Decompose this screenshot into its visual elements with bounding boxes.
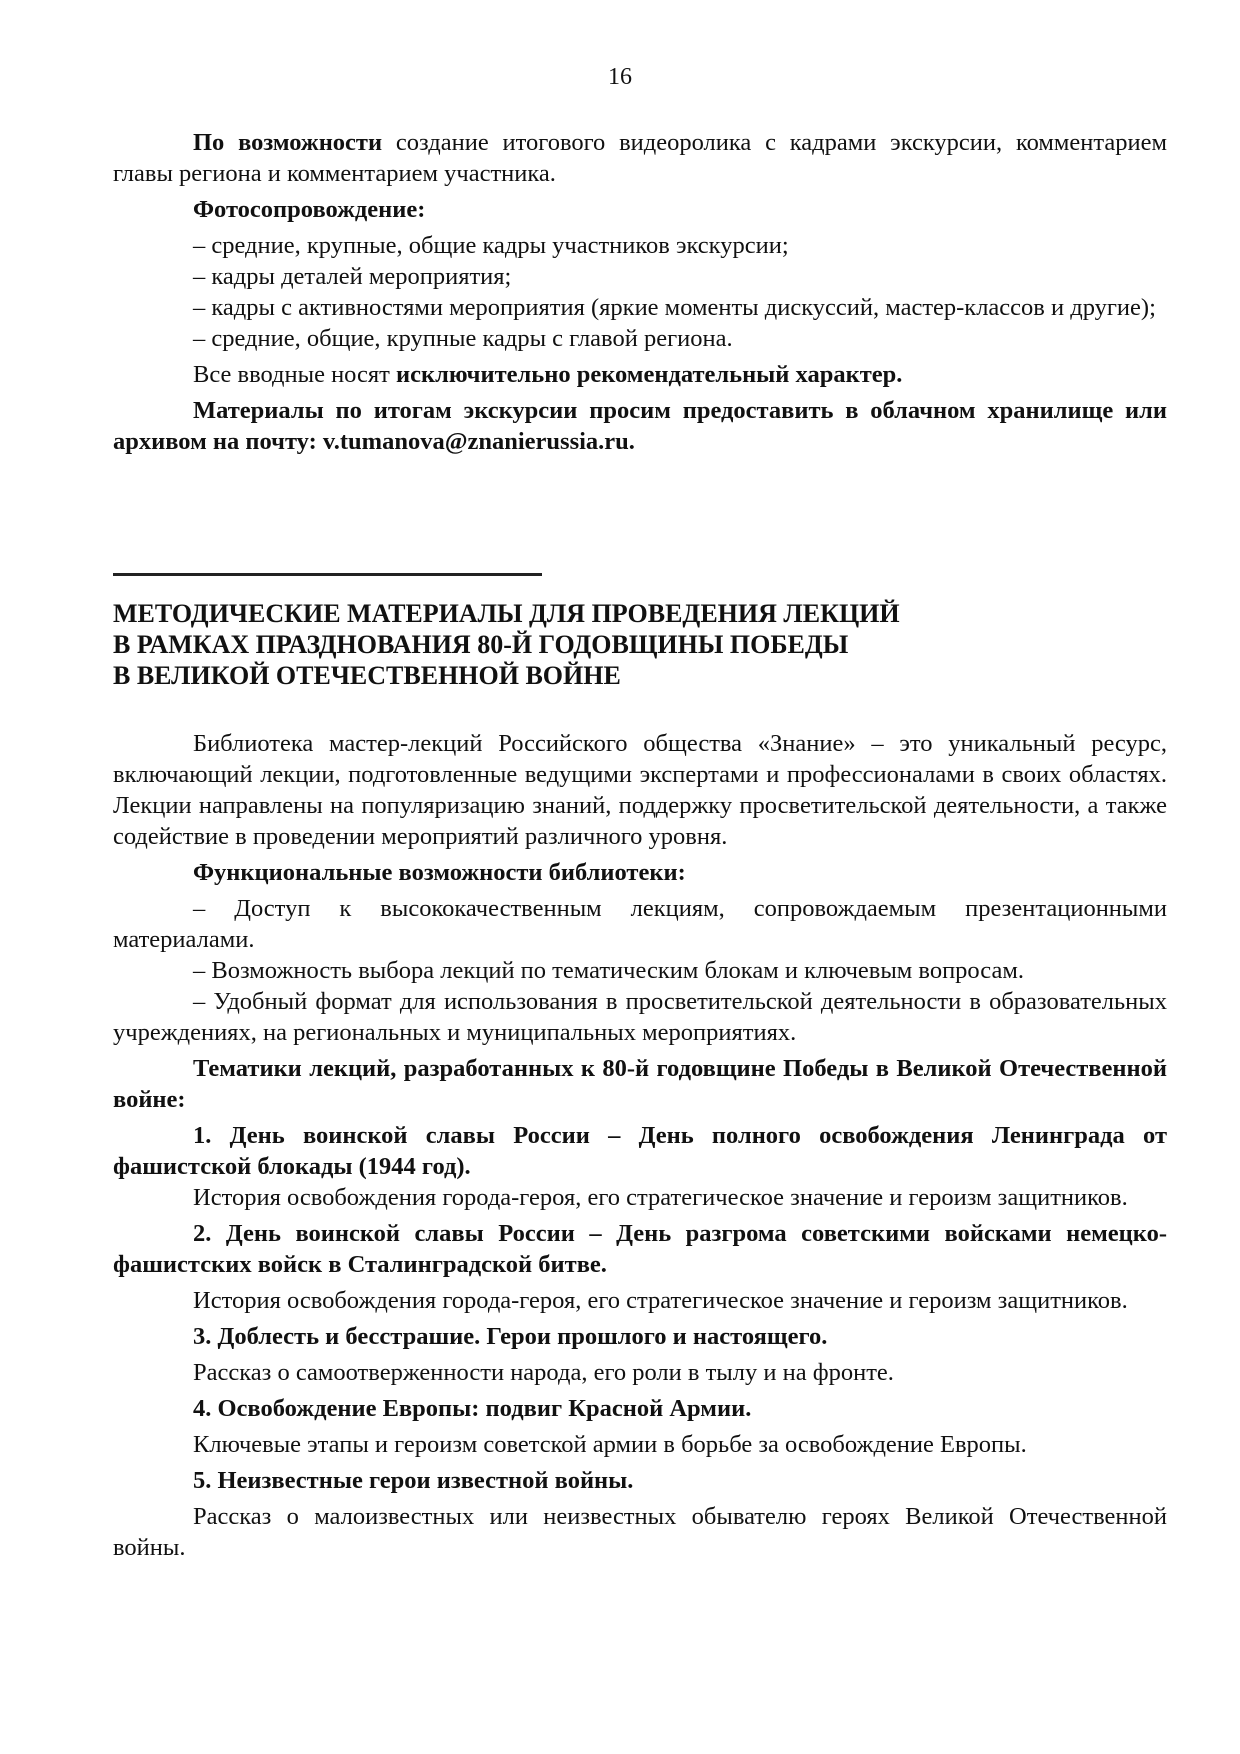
topic-desc: История освобождения города-героя, его стратегическое значение и героизм защитников. [193, 1184, 1128, 1211]
materials-paragraph: Материалы по итогам экскурсии просим предоставить в облачном хранилище или архивом на почту: v.tumanova@znanierussia.ru. [113, 397, 1167, 455]
topic-title: 4. Освобождение Европы: подвиг Красной Армии. [193, 1395, 752, 1422]
section-heading [113, 598, 1167, 691]
photo-item: – кадры с активностями мероприятия (яркие моменты дискуссий, мастер-классов и другие); [193, 294, 1156, 321]
feature-item: – Удобный формат для использования в просветительской деятельности в образовательных учреждениях, на региональных и муниципальных мероприятиях. [113, 988, 1167, 1046]
heading-line: В ВЕЛИКОЙ ОТЕЧЕСТВЕННОЙ ВОЙНЕ [113, 661, 621, 690]
photo-item: – кадры деталей мероприятия; [193, 263, 512, 290]
topics-title: Тематики лекций, разработанных к 80-й годовщине Победы в Великой Отечественной войне: [113, 1055, 1167, 1113]
topic-desc: Рассказ о самоотверженности народа, его роли в тылу и на фронте. [193, 1359, 894, 1386]
section-body [113, 728, 1167, 1563]
note-paragraph [113, 359, 1167, 390]
topic-desc: Ключевые этапы и героизм советской армии в борьбе за освобождение Европы. [193, 1431, 1027, 1458]
topic-desc: Рассказ о малоизвестных или неизвестных обывателю героях Великой Отечественной войны. [113, 1503, 1167, 1561]
video-paragraph-text: создание итогового видеоролика с кадрами экскурсии, комментарием главы региона и комментарием участника. [113, 129, 1168, 187]
page-number: 16 [608, 64, 632, 90]
intro-block [113, 127, 1167, 457]
video-paragraph-bold: По возможности [193, 129, 383, 156]
features-title: Функциональные возможности библиотеки: [193, 859, 686, 886]
topic-title: 1. День воинской славы России – День полного освобождения Ленинграда от фашистской блокады (1944 год). [113, 1122, 1167, 1180]
topic-title: 2. День воинской славы России – День разгрома советскими войсками немецко-фашистских войск в Сталинградской битве. [113, 1220, 1167, 1278]
topic-title: 3. Доблесть и бесстрашие. Герои прошлого и настоящего. [193, 1323, 828, 1350]
section-divider [113, 573, 542, 576]
video-paragraph [113, 127, 1167, 189]
photo-item: – средние, общие, крупные кадры с главой региона. [193, 325, 733, 352]
feature-item: – Доступ к высококачественным лекциям, сопровождаемым презентационными материалами. [113, 895, 1167, 953]
heading-line: В РАМКАХ ПРАЗДНОВАНИЯ 80-Й ГОДОВЩИНЫ ПОБЕДЫ [113, 630, 849, 659]
note-text: Все вводные носят [193, 361, 390, 388]
topic-title: 5. Неизвестные герои известной войны. [193, 1467, 634, 1494]
note-bold: исключительно рекомендательный характер. [396, 361, 903, 388]
feature-item: – Возможность выбора лекций по тематическим блокам и ключевым вопросам. [193, 957, 1024, 984]
photo-item: – средние, крупные, общие кадры участников экскурсии; [193, 232, 789, 259]
heading-line: МЕТОДИЧЕСКИЕ МАТЕРИАЛЫ ДЛЯ ПРОВЕДЕНИЯ ЛЕКЦИЙ [113, 599, 900, 628]
photo-title: Фотосопровождение: [193, 196, 426, 223]
topic-desc: История освобождения города-героя, его стратегическое значение и героизм защитников. [193, 1287, 1128, 1314]
library-paragraph: Библиотека мастер-лекций Российского общества «Знание» – это уникальный ресурс, включающий лекции, подготовленные ведущими экспертами и профессионалами в своих областях. Лекции направлены на популяризацию знаний, поддержку просветительской деятельности, а также содействие в проведении мероприятий различного уровня. [113, 730, 1167, 850]
